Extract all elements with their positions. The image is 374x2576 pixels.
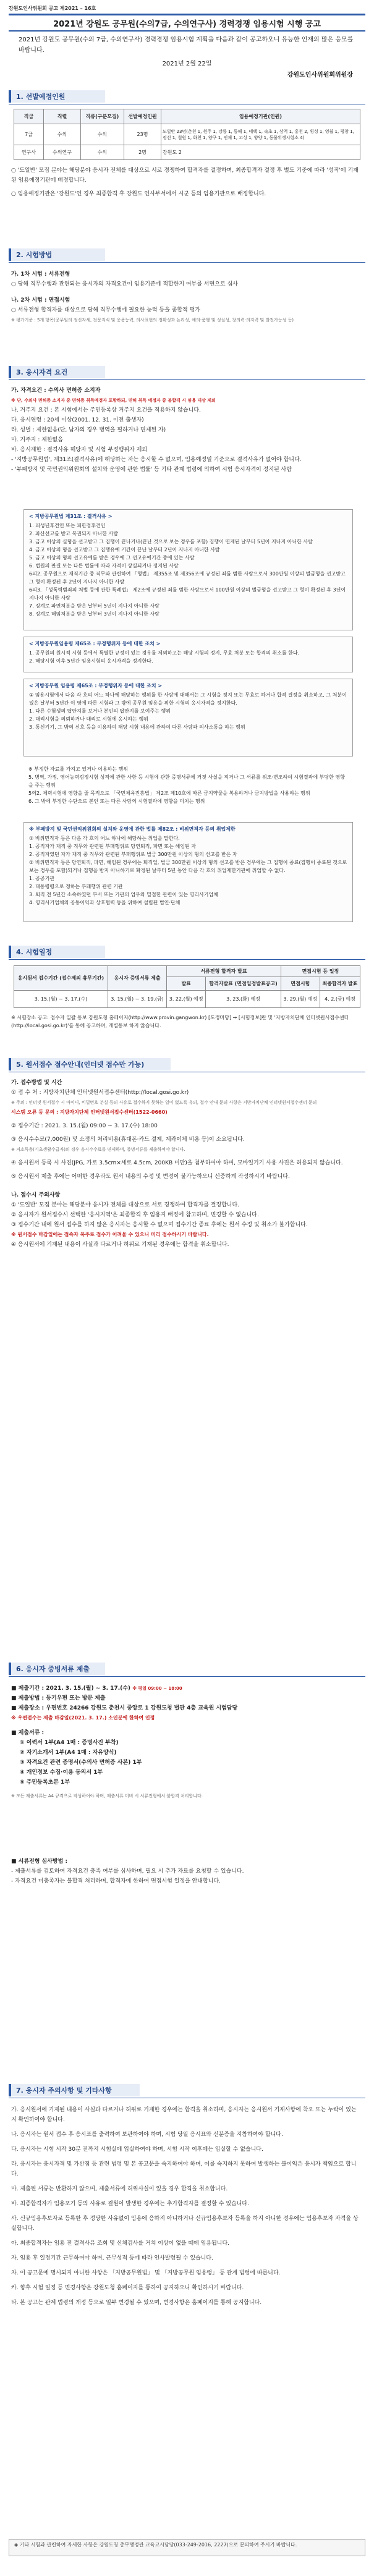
box-title: < 지방공무원법 제31조 : 결격사유 >: [29, 514, 113, 519]
subheading: 나. 2차 시험 : 면접시험: [11, 297, 70, 303]
box-line: 5의2. 체력시험에 영향을 줄 목적으로 「국민체육진흥법」 제2조 제10호에 따른 금지약물을 복용하거나 금지방법을 사용하는 행위: [28, 790, 310, 796]
table-cell: 3. 23.(화) 예정: [206, 991, 281, 1008]
note: ※ 평가기준 : 5개 항목(공무원의 정신자세, 전문지식 및 응용능력, 의사표현의 정확성과 논리성, 예의·품행 및 성실성, 창의력·의지력 및 발전가능성 등): [11, 318, 294, 323]
paragraph: ④ 응시원서에 기재된 내용이 사실과 다르거나 허위로 기재된 경우에는 합격을 취소합니다.: [11, 1242, 229, 1248]
documents-content: [11, 1684, 360, 1886]
paragraph: ○ 당해 직무수행과 관련되는 응시자의 자격요건이 임용기준에 적합한지 여부를 서면으로 심사: [11, 281, 238, 287]
notice-item: 다. 응시자는 시험 시작 30분 전까지 시험실에 입실하여야 하며, 시험 시작 이후에는 입실할 수 없습니다.: [11, 2146, 263, 2153]
box-line: ※ 부정한 자료를 가지고 있거나 이용하는 행위: [28, 766, 129, 772]
notice-item: 카. 향후 시험 일정 등 변경사항은 강원도청 홈페이지를 통하여 공지하오니 확인하시기 바랍니다.: [11, 2285, 244, 2291]
notice-item: 라. 응시자는 응시자격 및 가산점 등 관련 법령 및 본 공고문을 숙지하여야 하며, 이를 숙지하지 못하여 발생하는 불이익은 응시자 책임으로 합니다.: [11, 2161, 357, 2177]
subheading: ■ 제출서류 :: [11, 1730, 45, 1736]
box-line: 8. 징계로 해임처분을 받은 날부터 3년이 지나지 아니한 사람: [29, 611, 159, 617]
box-line: 6의3. 「성폭력범죄의 처벌 등에 관한 특례법」 제2조에 규정된 죄를 범한 사람으로서 100만원 이상의 벌금형을 선고받고 그 형이 확정된 후 3년이 지나지 아니한 사람: [29, 587, 346, 601]
box-line: ① 임용시험에서 다음 각 호의 어느 하나에 해당하는 행위를 한 사람에 대해서는 그 시험을 정지 또는 무효로 하거나 합격 결정을 취소하고, 그 처분이 있은 날부터 5년간 이 영에 따른 시험과 그 밖에 공무원 임용을 위한 시험의 응시자격을 정지한다.: [29, 692, 347, 706]
box-title: < 지방공무원 임용령 제65조 : 부정행위자 등에 대한 조치 >: [29, 683, 163, 688]
paragraph: ① 접 수 처 : 지방자치단체 인터넷원서접수센터(http://local.gosi.go.kr): [11, 1090, 189, 1096]
qualification-item: 바. 응시제한 : 결격사유 해당자 및 시험 부정행위자 제외: [11, 447, 148, 453]
table-header: 응시원서 접수기간 (접수제외 휴무기간): [14, 966, 108, 991]
table-header: 직류(구분모집): [81, 109, 124, 124]
qualification-item: 다. 응시연령 : 20세 이상(2001. 12. 31. 이전 출생자): [11, 417, 144, 423]
paragraph: - 제출서류를 검토하여 자격요건 충족 여부를 심사하며, 필요 시 추가 자료를 요청할 수 있습니다.: [11, 1868, 244, 1875]
section-header-recruitment: 1. 선발예정인원: [9, 90, 105, 103]
warning-note: ※ 단, 수의사 면허증 소지자 중 면허증 취득예정자 포함하되, 면허 취득 예정자 중 불합격 시 임용 대상 제외: [11, 398, 216, 403]
section-divider: [9, 959, 365, 960]
submission-period: ■ 제출기간 : 2021. 3. 15.(월) ~ 3. 17.(수): [11, 1685, 131, 1692]
contact-text: ◈ 기타 시험과 관련하여 자세한 사항은 강원도청 총무행정관 교육고시담당(033-249-2016, 2227)으로 문의하여 주시기 바랍니다.: [14, 2542, 297, 2548]
notice-item: 가. 응시원서에 기재된 내용이 사실과 다르거나 허위로 기재한 경우에는 합격을 취소하며, 응시자는 응시원서 기재사항에 착오 또는 누락이 있는지 확인하여야 합니다.: [11, 2107, 357, 2123]
schedule-note: ※ 시험장소 공고: 접수자 일괄 통보 강원도청 홈페이지(http://www.provin.gangwon.kr) [도정마당] → [시험정보]란 및 '지방자치단체 인터넷원서접수센터(http://local.gosi.go.kr)'를 통해 공고하며, 개별통보 하지 않습니다.: [11, 1015, 349, 1028]
document-item: ② 자기소개서 1부(A4 1매 : 자유양식): [20, 1750, 117, 1756]
paragraph: ③ 접수기간 내에 원서 접수를 하지 않은 응시자는 응시할 수 없으며 접수기간 종료 후에는 원서 수정 및 취소가 불가합니다.: [11, 1222, 308, 1228]
box-line: ② 비위면직자 등은 당연퇴직, 파면, 해임된 경우에는 퇴직일, 벌금 300만원 이상의 형의 선고를 받은 경우에는 그 집행이 종료(집행이 종료된 것으로 보는 경우를 포함)되거나 집행을 받지 아니하기로 확정된 날부터 5년 동안 다음 각 호의 취업제한기관에 취업할 수 없다.: [29, 860, 347, 873]
paragraph: ⑤ 응시원서 제출 후에는 어떠한 경우라도 원서 내용의 수정 및 변경이 불가능하오니 신중하게 작성하시기 바랍니다.: [11, 1174, 290, 1180]
section-divider: [9, 1676, 365, 1677]
notice-item: 바. 최종합격자가 임용포기 등의 사유로 결원이 발생한 경우에는 추가합격자를 결정할 수 있습니다.: [11, 2201, 249, 2207]
box-title: ※ 부패방지 및 국민권익위원회의 설치와 운영에 관한 법률 제82조 : 비위면직자 등의 취업제한: [29, 826, 236, 832]
section-header-application: 5. 원서접수 접수안내(인터넷 접수만 가능): [9, 1058, 171, 1070]
box-line: 1. 다른 수험생의 답안지를 보거나 본인의 답안지를 보여주는 행위: [29, 708, 171, 714]
paragraph: ① '도일반' 모집 분야는 해당분야 응시자 전체를 대상으로 서로 경쟁하여 합격자를 결정합니다.: [11, 1202, 240, 1208]
box-line: 5. 금고 이상의 형의 선고유예를 받은 경우에 그 선고유예기간 중에 있는 사람: [29, 555, 195, 561]
box-line: ① 비위면직자 등은 다음 각 호의 어느 하나에 해당하는 취업을 말한다.: [29, 836, 180, 841]
document-item: ① 이력서 1부(A4 1매 : 증명사진 부착): [20, 1740, 119, 1746]
recruitment-table: [14, 109, 360, 160]
qualification-item: 라. 성별 : 제한없음(단, 남자의 경우 병역을 필하거나 면제된 자): [11, 427, 166, 433]
notice-item: 나. 응시자는 원서 접수 후 응시표를 출력하여 보관하여야 하며, 시험 당일 응시표와 신분증을 지참하여야 합니다.: [11, 2132, 283, 2138]
notice-item: 자. 임용 후 일정기간 근무하여야 하며, 근무성적 등에 따라 인사발령될 수 있습니다.: [11, 2255, 213, 2261]
box-title: < 지방공무원임용령 제65조 : 부정행위자 등에 대한 조치 >: [29, 641, 161, 646]
table-cell: 4. 2.(금) 예정: [320, 991, 360, 1008]
table-cell: 3. 29.(월) 예정: [281, 991, 320, 1008]
box-line: 2. 파산선고를 받고 복권되지 아니한 사람: [29, 531, 118, 536]
submission-place: ■ 제출장소 : 우편번호 24266 강원도 춘천시 중앙로 1 강원도청 별관 4층 교육원 시험담당: [11, 1705, 238, 1711]
section-header-notices: 7. 응시자 주의사항 및 기타사항: [9, 2084, 140, 2096]
section-header-qualifications: 3. 응시자격 요건: [9, 366, 105, 378]
schedule-table: [14, 965, 360, 1008]
box-line: 5. 병역, 가점, 영어능력검정시험 성적에 관한 사항 등 시험에 관한 증명서류에 거짓 사실을 적거나 그 서류를 위조·변조하여 시험결과에 부당한 영향을 주는 행위: [28, 774, 345, 788]
recruitment-notes: [11, 166, 360, 199]
box-line: 7. 징계로 파면처분을 받은 날부터 5년이 지나지 아니한 사람: [29, 603, 159, 609]
table-subheader: 면접시험: [281, 977, 320, 991]
subheading: 가. 1차 시험 : 서류전형: [11, 271, 70, 278]
section-divider: [9, 262, 365, 263]
subheading: 가. 접수방법 및 시간: [11, 1080, 62, 1086]
table-cell: 수의연구: [44, 145, 81, 160]
submission-hours: ※ 평일 09:00 ~ 18:00: [132, 1686, 182, 1691]
qualification-item: 가. 자격요건 : 수의사 면허증 소지자: [11, 388, 101, 394]
table-cell: 23명: [124, 124, 161, 145]
box-line: 3. 금고 이상의 실형을 선고받고 그 집행이 끝나거나(끝난 것으로 보는 경우를 포함) 집행이 면제된 날부터 5년이 지나지 아니한 사람: [29, 539, 313, 544]
contact-footer: [9, 2539, 365, 2556]
paragraph: ○ 서류전형 합격자를 대상으로 당해 직무수행에 필요한 능력 등을 종합적 평가: [11, 307, 200, 313]
intro-paragraph: 2021년 강원도 공무원(수의 7급, 수의연구사) 경력경쟁 임용시험 계획을 다음과 같이 공고하오니 유능한 인재의 많은 응모를 바랍니다.: [19, 36, 354, 54]
table-header: 서류전형 합격자 발표: [167, 966, 281, 977]
notice-item: 타. 본 공고는 관계 법령의 개정 등으로 일부 변경될 수 있으며, 변경사항은 홈페이지를 통해 공지합니다.: [11, 2300, 262, 2306]
qualification-item: - '지방공무원법', 제31조(결격사유)에 해당하는 자는 응시할 수 없으며, 임용예정일 기준으로 결격사유가 없어야 합니다.: [11, 457, 302, 463]
announcement-date: 2021년 2월 22일: [162, 61, 212, 67]
subheading: ■ 서류전형 심사방법 :: [11, 1858, 68, 1865]
penalty-box-continued: [23, 763, 353, 812]
table-header: 직렬: [44, 109, 81, 124]
warning-note: 시스템 오류 등 문의 : 지방자치단체 인터넷원서접수센터(1522-0660): [11, 1109, 168, 1115]
box-line: 6. 법원의 판결 또는 다른 법률에 따라 자격이 상실되거나 정지된 사람: [29, 563, 179, 569]
notice-item: 마. 제출된 서류는 반환하지 않으며, 제출서류에 허위사실이 있을 경우 합격을 취소합니다.: [11, 2186, 228, 2192]
subheading: 나. 접수시 주의사항: [11, 1192, 61, 1198]
qualification-item: - '부패방지 및 국민권익위원회의 설치와 운영에 관한 법률' 등 기타 관계 법령에 의하여 시험 응시자격이 정지된 사람: [11, 467, 292, 473]
table-row: [14, 124, 360, 145]
table-row: [14, 991, 360, 1008]
box-line: 2. 공직자였던 자가 재직 중 직무와 관련된 부패행위로 벌금 300만원 이상의 형의 선고를 받은 자: [29, 852, 237, 857]
paragraph: ④ 응시원서 등록 시 사진(JPG, 가로 3.5cm×세로 4.5cm, 200KB 미만)을 첨부하여야 하며, 모바일기기 사용 사진은 허용되지 않습니다.: [11, 1160, 343, 1166]
table-cell: 3. 15.(월) ~ 3. 19.(금): [108, 991, 166, 1008]
table-cell: 3. 22.(월) 예정: [167, 991, 206, 1008]
exam-method-content: [11, 269, 360, 325]
issuer-name: 강원도인사위원회위원장: [287, 72, 353, 78]
notice-item: 아. 최종합격자는 임용 전 결격사유 조회 및 신체검사를 거쳐 이상이 없을 때에 임용됩니다.: [11, 2240, 230, 2247]
note: ※ 모든 제출서류는 A4 규격으로 작성하여야 하며, 제출서류 미비 시 서류전형에서 불합격 처리합니다.: [11, 1794, 203, 1799]
section-header-exam-method: 2. 시험방법: [9, 248, 105, 261]
box-line: 3. 통신기기, 그 밖의 신호 등을 이용하여 해당 시험 내용에 관하여 다른 사람과 의사소통을 하는 행위: [29, 724, 245, 730]
table-subheader: 최종합격자 발표: [320, 977, 360, 991]
table-cell: 강원도 2: [161, 145, 360, 160]
section-header-documents: 6. 응시자 증빙서류 제출: [9, 1663, 105, 1675]
box-line: 2. 대리시험을 의뢰하거나 대리로 시험에 응시하는 행위: [29, 716, 148, 722]
table-cell: 수의: [81, 124, 124, 145]
document-item: ③ 자격요건 관련 증명서(수의사 면허증 사본) 1부: [20, 1760, 142, 1766]
table-cell: 도일반 23명(춘천 1, 원주 1, 강릉 1, 동해 1, 태백 1, 속초 1, 삼척 1, 홍천 2, 횡성 1, 영월 1, 평창 1, 정선 1, 철원 1, 화천 1, 양구 1, 인제 1, 고성 1, 양양 1, 동물위생시험소 4): [161, 124, 360, 145]
page-title: [9, 14, 365, 32]
notice-item: 차. 이 공고문에 명시되지 아니한 사항은 「지방공무원법」 및 「지방공무원 임용령」 등 관계 법령에 따릅니다.: [11, 2270, 281, 2276]
box-line: 1. 공무원의 원시적 시험 등에서 특별한 규정이 있는 경우를 제외하고는 해당 시험의 정지, 무효 처분 또는 합격의 취소를 한다.: [29, 650, 300, 656]
box-line: 1. 공직자가 재직 중 직무와 관련된 부패행위로 당연퇴직, 파면 또는 해임된 자: [29, 844, 196, 849]
box-line: 6. 그 밖에 부정한 수단으로 본인 또는 다른 사람의 시험결과에 영향을 미치는 행위: [28, 799, 205, 804]
table-cell: 수의: [44, 124, 81, 145]
table-row: [14, 145, 360, 160]
employment-restriction-box: [23, 822, 353, 922]
paragraph: - 자격요건 미충족자는 불합격 처리하며, 합격자에 한하여 면접시험 일정을 안내합니다.: [11, 1878, 221, 1884]
submission-method: ■ 제출방법 : 등기우편 또는 방문 제출: [11, 1695, 106, 1701]
application-content: [11, 1078, 360, 1250]
box-line: 2. 해당시험 이후 5년간 임용시험의 응시자격을 정지한다.: [29, 658, 153, 664]
warning-note: ※ 우편접수는 제출 마감일(2021. 3. 17.) 소인분에 한하여 인정: [11, 1715, 155, 1721]
box-line: 4. 금고 이상의 형을 선고받고 그 집행유예 기간이 끝난 날부터 2년이 지나지 아니한 사람: [29, 547, 220, 553]
table-cell: 수의: [81, 145, 124, 160]
table-header: 면접시험 등 일정: [281, 966, 360, 977]
note-line: ○ 임용예정기관은 '강원도'인 경우 최종합격 후 강원도 인사부서에서 시군 등의 임용기관으로 배정합니다.: [11, 191, 266, 197]
box-line: 1. 공공기관: [29, 876, 55, 881]
page-title-text: 2021년 강원도 공무원(수의7급, 수의연구사) 경력경쟁 임용시험 시행 공고: [53, 19, 321, 29]
table-header: 직급: [14, 109, 44, 124]
table-cell: 7급: [14, 124, 44, 145]
paragraph: ② 접수기간 : 2021. 3. 15.(월) 09:00 ~ 3. 17.(수) 18:00: [11, 1123, 158, 1129]
table-cell: 3. 15.(월) ~ 3. 17.(수): [14, 991, 108, 1008]
note: ※ 저소득층(기초생활수급자)의 경우 응시수수료를 면제하며, 증명서류를 제출하여야 합니다.: [11, 1147, 185, 1152]
document-item: ④ 개인정보 수집·이용 동의서 1부: [20, 1769, 103, 1776]
qualification-content: [11, 386, 360, 475]
box-line: 1. 피성년후견인 또는 피한정후견인: [29, 523, 106, 528]
box-line: 3. 퇴직 전 5년간 소속하였던 부서 또는 기관의 업무와 밀접한 관련이 있는 영리사기업체: [29, 892, 218, 897]
misconduct-box: [23, 637, 353, 672]
notices-content: [11, 2105, 360, 2308]
penalty-box: [23, 679, 353, 756]
notice-number: 강원도인사위원회 공고 제2021 – 16호: [9, 6, 96, 11]
document-item: ⑤ 주민등록초본 1부: [20, 1779, 70, 1786]
notice-item: 사. 신규임용후보자로 등록한 후 정당한 사유없이 임용에 응하지 아니하거나 신규임용후보자 등록을 하지 아니한 경우에는 임용후보자 자격을 상실합니다.: [11, 2216, 359, 2232]
warning-note: ※ 원서접수 마감일에는 접속자 폭주로 접수가 어려울 수 있으니 미리 접수하시기 바랍니다.: [11, 1232, 209, 1237]
disqualification-box: [23, 509, 353, 630]
qualification-item: 마. 거주지 : 제한없음: [11, 437, 64, 443]
qualification-item: 나. 거주지 요건 : 본 시험에서는 주민등록상 거주지 요건을 적용하지 않습니다.: [11, 407, 201, 413]
note-line: ○ '도일반' 모집 분야는 해당분야 응시자 전체를 대상으로 서로 경쟁하여 합격자를 결정하며, 최종합격자 결정 후 별도 기준에 따라 '성적'에 기재된 임용예정기관에 배정합니다.: [11, 167, 359, 184]
paragraph: ② 응시자가 원서접수시 선택한 '응시지역'은 최종합격 후 임용지 배정에 참고하며, 변경할 수 없습니다.: [11, 1212, 259, 1218]
table-header: 응시자 증빙서류 제출: [108, 966, 166, 991]
table-subheader: 합격자발표 (면접일정발표공고): [206, 977, 281, 991]
box-line: 6의2. 공무원으로 재직기간 중 직무와 관련하여 「형법」 제355조 및 제356조에 규정된 죄를 범한 사람으로서 300만원 이상의 벌금형을 선고받고 그 형이 확정된 후 2년이 지나지 아니한 사람: [29, 571, 346, 585]
box-line: 2. 대통령령으로 정하는 부패행위 관련 기관: [29, 884, 123, 889]
paragraph: ③ 응시수수료(7,000원) 및 소정의 처리비용(휴대폰·카드 결제, 계좌이체 비용 등)이 소요됩니다.: [11, 1137, 245, 1143]
box-line: 4. 영리사기업체의 공동이익과 상호협력 등을 위하여 설립된 법인·단체: [29, 900, 181, 905]
table-cell: 연구사: [14, 145, 44, 160]
table-header: 임용예정기관(인원): [161, 109, 360, 124]
section-header-schedule: 4. 시험일정: [9, 946, 105, 958]
table-header: 선발예정인원: [124, 109, 161, 124]
table-subheader: 발표: [167, 977, 206, 991]
table-cell: 2명: [124, 145, 161, 160]
note: ※ 주의 : 인터넷 원서접수 시 아이디, 비밀번호 분실 등의 사유로 접수하지 못하는 일이 없도록 유의, 접수 안내 문의 사항은 지방자치단체 인터넷원서접수센터 문의: [11, 1100, 317, 1105]
section-divider: [9, 379, 365, 380]
